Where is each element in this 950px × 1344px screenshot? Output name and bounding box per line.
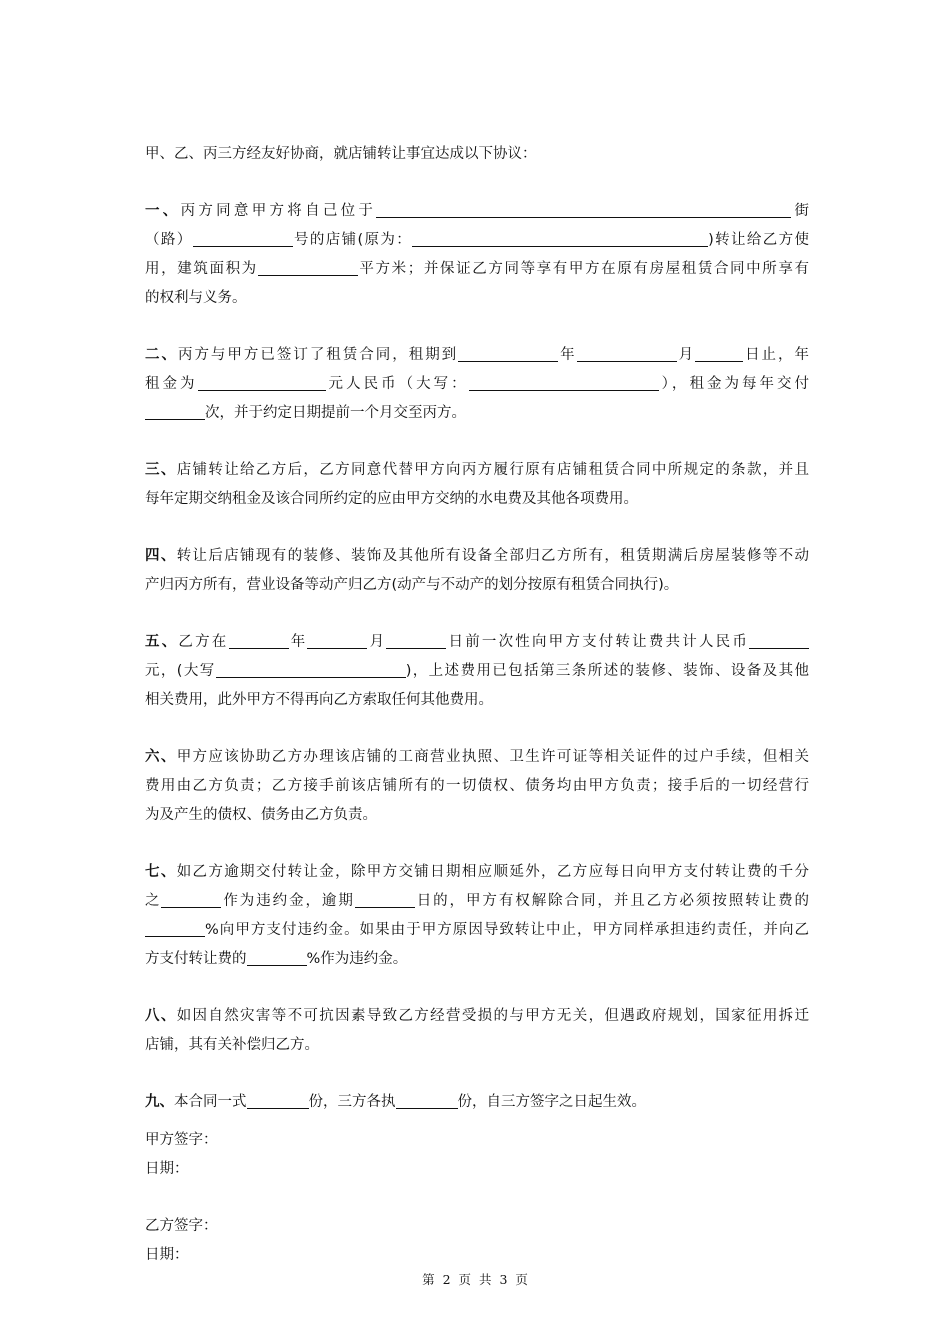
blank-day [695, 344, 743, 362]
blank-month [307, 631, 367, 649]
clause-2 [145, 341, 809, 428]
blank-each-copies [396, 1091, 458, 1109]
clause-4-line-2: 产归丙方所有，营业设备等动产归乙方(动产与不动产的划分按原有租赁合同执行)。 [145, 577, 679, 593]
clause-4-line-1: 四、转让后店铺现有的装修、装饰及其他所有设备全部归乙方所有，租赁期满后房屋装修等不动 [145, 548, 810, 564]
clause-9-line-1: 九、本合同一式 份，三方各执 份，自三方签字之日起生效。 [145, 1088, 809, 1117]
total-page-number: 3 [499, 1272, 508, 1287]
clause-7-line-4: 方支付转让费的 %作为违约金。 [145, 945, 809, 974]
clause-5-line-2: 元，(大写 )，上述费用已包括第三条所述的装修、装饰、设备及其他 [145, 657, 809, 686]
signature-block [145, 1126, 809, 1270]
blank-street [376, 200, 791, 218]
clause-number: 四、 [145, 548, 177, 564]
blank-per-mille [161, 890, 221, 908]
blank-area [258, 258, 358, 276]
clause-3 [145, 456, 809, 514]
blank-original [412, 229, 708, 247]
clause-4 [145, 542, 809, 600]
blank-month [577, 344, 677, 362]
clause-number: 七、 [145, 864, 177, 880]
clause-2-line-1: 二、丙方与甲方已签订了租赁合同，租期到 年 月 日止，年 [145, 341, 809, 370]
clause-8 [145, 1002, 809, 1060]
clause-number: 二、 [145, 347, 178, 363]
party-a-signature-label: 甲方签字： [145, 1132, 218, 1148]
blank-fee-words [216, 660, 406, 678]
party-b-date-label: 日期： [145, 1247, 189, 1263]
clause-5-line-1: 五、乙方在 年 月 日前一次性向甲方支付转让费共计人民币 [145, 628, 809, 657]
clause-7-line-2: 之 作为违约金，逾期 日的，甲方有权解除合同，并且乙方必须按照转让费的 [145, 887, 809, 916]
blank-rent-words [469, 373, 659, 391]
clause-number: 五、 [145, 634, 179, 650]
clause-number: 六、 [145, 749, 177, 765]
clause-6-line-1: 六、甲方应该协助乙方办理该店铺的工商营业执照、卫生许可证等相关证件的过户手续，但相关 [145, 749, 810, 765]
clause-5-line-3: 相关费用，此外甲方不得再向乙方索取任何其他费用。 [145, 692, 493, 708]
current-page-number: 2 [442, 1272, 451, 1287]
blank-fee [749, 631, 809, 649]
blank-times [145, 402, 205, 420]
blank-overdue-days [355, 890, 415, 908]
clause-1-line-3: 用，建筑面积为 平方米；并保证乙方同等享有甲方在原有房屋租赁合同中所享有 [145, 255, 809, 284]
blank-rent [198, 373, 326, 391]
intro-line: 甲、乙、丙三方经友好协商，就店铺转让事宜达成以下协议： [145, 146, 537, 162]
blank-copies [247, 1091, 309, 1109]
clause-6 [145, 743, 809, 830]
clause-8-line-2: 店铺，其有关补偿归乙方。 [145, 1037, 319, 1053]
clause-9 [145, 1088, 809, 1117]
clause-1-line-4: 的权利与义务。 [145, 290, 247, 306]
blank-percent-a [145, 919, 205, 937]
clause-6-line-3: 为及产生的债权、债务由乙方负责。 [145, 807, 377, 823]
party-a-date-label: 日期： [145, 1161, 189, 1177]
clause-7-line-3: %向甲方支付违约金。如果由于甲方原因导致转让中止，甲方同样承担违约责任，并向乙 [145, 916, 809, 945]
clause-6-line-2: 费用由乙方负责；乙方接手前该店铺所有的一切债权、债务均由甲方负责；接手后的一切经营行 [145, 778, 809, 794]
clause-1-line-2: （路） 号的店铺(原为： )转让给乙方使 [145, 226, 809, 255]
blank-year [458, 344, 558, 362]
blank-number [193, 229, 293, 247]
blank-year [229, 631, 289, 649]
contract-body [145, 140, 809, 1270]
clause-3-line-2: 每年定期交纳租金及该合同所约定的应由甲方交纳的水电费及其他各项费用。 [145, 491, 638, 507]
clause-number: 三、 [145, 462, 177, 478]
clause-number: 九、 [145, 1094, 174, 1110]
clause-7 [145, 858, 809, 974]
blank-percent-b [247, 948, 307, 966]
clause-2-line-2: 租金为 元人民币（大写： ），租金为每年交付 [145, 370, 809, 399]
clause-number: 八、 [145, 1008, 177, 1024]
clause-1 [145, 197, 809, 313]
clause-8-line-1: 八、如因自然灾害等不可抗因素导致乙方经营受损的与甲方无关，但遇政府规划，国家征用拆迁 [145, 1008, 810, 1024]
party-b-signature-label: 乙方签字： [145, 1218, 218, 1234]
clause-number: 一、 [145, 203, 181, 219]
blank-day [386, 631, 446, 649]
clause-7-line-1: 七、如乙方逾期交付转让金，除甲方交铺日期相应顺延外，乙方应每日向甲方支付转让费的千分 [145, 864, 810, 880]
page-footer: 第 2 页 共 3 页 [422, 1272, 528, 1287]
clause-3-line-1: 三、店铺转让给乙方后，乙方同意代替甲方向丙方履行原有店铺租赁合同中所规定的条款，并且 [145, 462, 810, 478]
clause-5 [145, 628, 809, 715]
clause-2-line-3: 次，并于约定日期提前一个月交至丙方。 [145, 399, 809, 428]
clause-1-line-1: 一、丙方同意甲方将自己位于 街 [145, 197, 809, 226]
